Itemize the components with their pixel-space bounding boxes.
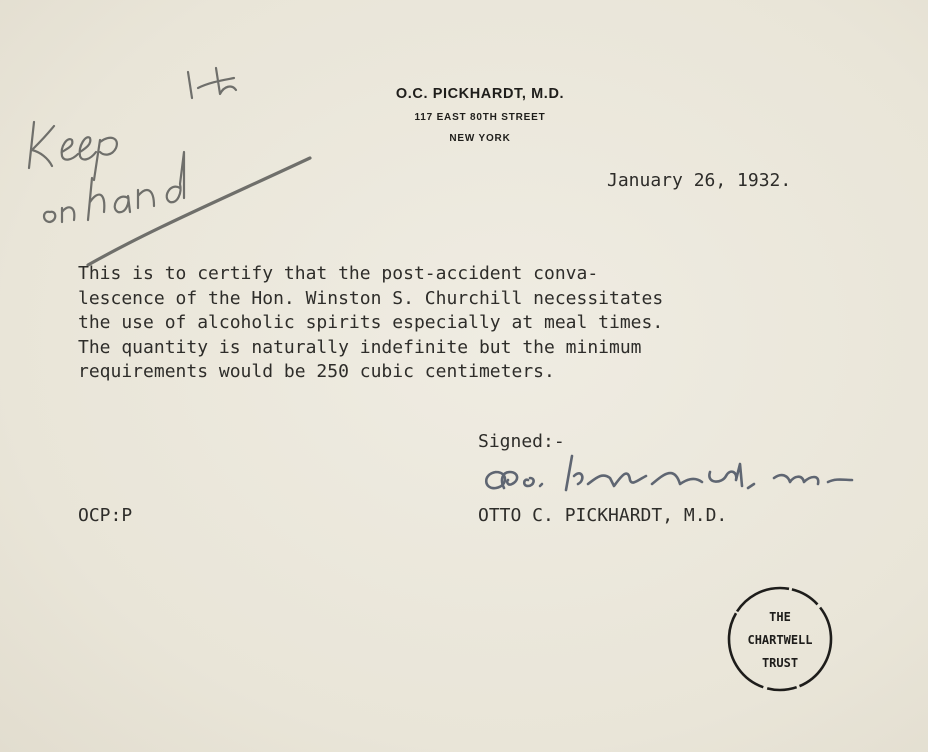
handwritten-annotation bbox=[20, 60, 320, 275]
certificate-body bbox=[78, 262, 878, 385]
stamp-line3: TRUST bbox=[761, 656, 799, 670]
letterhead-city: NEW YORK bbox=[449, 133, 511, 144]
letterhead-name: O.C. PICKHARDT, M.D. bbox=[395, 86, 565, 102]
letterhead-street: 117 EAST 80TH STREET bbox=[414, 112, 546, 123]
signatory-name: OTTO C. PICKHARDT, M.D. bbox=[478, 505, 728, 526]
stamp-line1: THE bbox=[769, 610, 791, 624]
handwritten-signature bbox=[478, 450, 878, 500]
body-line: lescence of the Hon. Winston S. Churchill necessitates bbox=[78, 287, 664, 309]
body-line: The quantity is naturally indefinite but the minimum bbox=[78, 336, 642, 358]
chartwell-trust-stamp bbox=[720, 585, 840, 697]
letterhead bbox=[300, 86, 660, 144]
signed-label: Signed:- bbox=[478, 431, 565, 452]
typist-initials: OCP:P bbox=[78, 505, 133, 526]
stamp-line2: CHARTWELL bbox=[747, 633, 813, 647]
body-line: the use of alcoholic spirits especially at meal times. bbox=[78, 312, 664, 333]
body-line: This is to certify that the post-accident conva- bbox=[78, 263, 599, 284]
body-line: requirements would be 250 cubic centimeters. bbox=[78, 361, 555, 382]
letter-date: January 26, 1932. bbox=[607, 170, 792, 191]
